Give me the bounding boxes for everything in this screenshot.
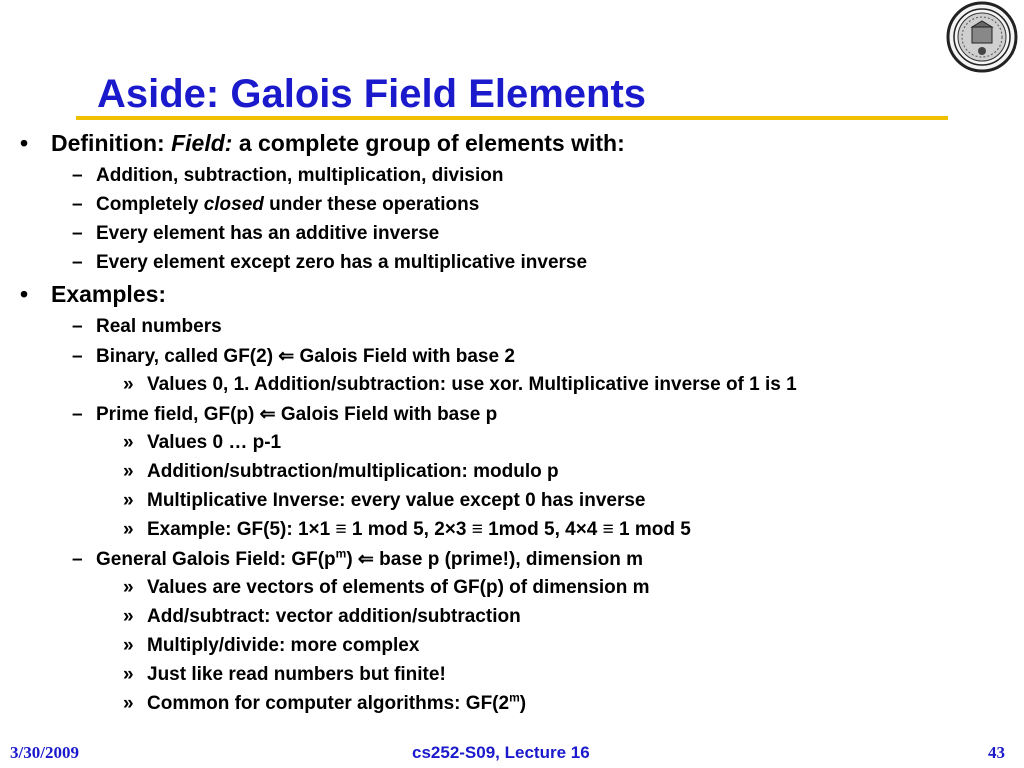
bullet-text [96, 548, 643, 571]
bullet-text [147, 606, 521, 628]
bullet-marker: » [123, 664, 134, 685]
bullet-line-level-3 [0, 432, 281, 454]
text-segment: Definition: [51, 130, 172, 156]
university-seal-icon [946, 1, 1018, 73]
bullet-text [147, 577, 650, 599]
text-segment: Values are vectors of elements of GF(p) of dimension m [147, 577, 650, 598]
text-segment: Add/subtract: vector addition/subtraction [147, 606, 521, 627]
text-segment: closed [203, 194, 264, 215]
bullet-line-level-3 [0, 577, 650, 599]
bullet-marker: » [123, 461, 134, 482]
text-segment: Example: GF(5): 1×1 ≡ 1 mod 5, 2×3 ≡ 1mod 5, 4×4 ≡ 1 mod 5 [147, 519, 691, 540]
bullet-marker: » [123, 374, 134, 395]
bullet-marker: » [123, 432, 134, 453]
footer-page-number: 43 [988, 743, 1005, 762]
bullet-text [147, 432, 281, 454]
text-segment: Addition, subtraction, multiplication, division [96, 165, 504, 186]
text-segment: Binary, called GF(2) ⇐ Galois Field with base 2 [96, 346, 515, 367]
bullet-line-level-1 [0, 130, 625, 157]
bullet-line-level-2 [0, 223, 439, 245]
bullet-marker: – [72, 194, 83, 215]
bullet-marker: – [72, 549, 83, 570]
bullet-marker: » [123, 490, 134, 511]
bullet-line-level-2 [0, 548, 643, 571]
text-segment: Addition/subtraction/multiplication: modulo p [147, 461, 559, 482]
text-segment: under these operations [263, 194, 480, 215]
footer-course: cs252-S09, Lecture 16 [412, 743, 590, 762]
bullet-line-level-3 [0, 374, 797, 396]
text-segment: Values 0 … p-1 [147, 432, 282, 453]
text-segment: Every element has an additive inverse [96, 223, 440, 244]
bullet-line-level-2 [0, 165, 503, 187]
text-segment: Common for computer algorithms: GF(2 [147, 693, 510, 714]
bullet-text [96, 403, 497, 426]
bullet-line-level-3 [0, 490, 645, 512]
bullet-line-level-3 [0, 606, 521, 628]
text-segment: m [335, 546, 347, 561]
bullet-text [96, 165, 503, 187]
bullet-line-level-2 [0, 252, 587, 274]
text-segment: Field: [171, 130, 233, 156]
bullet-text [147, 374, 797, 396]
bullet-marker: – [72, 346, 83, 367]
footer-date: 3/30/2009 [10, 743, 79, 762]
text-segment: Completely [96, 194, 204, 215]
bullet-marker: – [72, 252, 83, 273]
slide-title: Aside: Galois Field Elements [97, 72, 647, 116]
text-segment: a complete group of elements with: [232, 130, 625, 156]
bullet-text [96, 316, 222, 338]
bullet-text [147, 635, 419, 657]
text-segment: Real numbers [96, 316, 222, 337]
bullet-line-level-2 [0, 194, 479, 216]
bullet-text [96, 252, 587, 274]
bullet-marker: – [72, 404, 83, 425]
bullet-text [96, 345, 515, 368]
bullet-marker: » [123, 519, 134, 540]
text-segment: Prime field, GF(p) ⇐ Galois Field with base p [96, 404, 498, 425]
bullet-text [147, 519, 691, 541]
text-segment: Just like read numbers but finite! [147, 664, 446, 685]
bullet-line-level-2 [0, 345, 515, 368]
bullet-text [147, 664, 446, 686]
bullet-text [147, 690, 527, 715]
bullet-marker: • [20, 130, 29, 156]
text-segment: m [509, 690, 520, 705]
text-segment: Multiply/divide: more complex [147, 635, 420, 656]
title-underline [76, 116, 948, 120]
bullet-marker: » [123, 606, 134, 627]
bullet-text [96, 223, 439, 245]
bullet-line-level-3 [0, 664, 446, 686]
bullet-text [96, 194, 479, 216]
bullet-line-level-3 [0, 635, 419, 657]
bullet-line-level-3 [0, 690, 527, 715]
bullet-marker: – [72, 165, 83, 186]
bullet-marker: » [123, 693, 134, 714]
bullet-marker: – [72, 316, 83, 337]
bullet-line-level-2 [0, 403, 497, 426]
bullet-text [51, 130, 625, 157]
text-segment: General Galois Field: GF(p [96, 549, 336, 570]
bullet-marker: • [20, 281, 29, 307]
bullet-text [147, 490, 645, 512]
bullet-marker: » [123, 635, 134, 656]
bullet-line-level-3 [0, 519, 691, 541]
bullet-text [51, 281, 166, 308]
text-segment: Values 0, 1. Addition/subtraction: use xor. Multiplicative inverse of 1 is 1 [147, 374, 797, 395]
bullet-marker: – [72, 223, 83, 244]
text-segment: ) [519, 693, 527, 714]
text-segment: ) ⇐ base p (prime!), dimension m [346, 549, 644, 570]
bullet-line-level-1 [0, 281, 166, 308]
bullet-line-level-3 [0, 461, 559, 483]
bullet-text [147, 461, 559, 483]
text-segment: Every element except zero has a multiplicative inverse [96, 252, 588, 273]
bullet-marker: » [123, 577, 134, 598]
text-segment: Examples: [51, 281, 167, 307]
text-segment: Multiplicative Inverse: every value except 0 has inverse [147, 490, 646, 511]
bullet-line-level-2 [0, 316, 222, 338]
